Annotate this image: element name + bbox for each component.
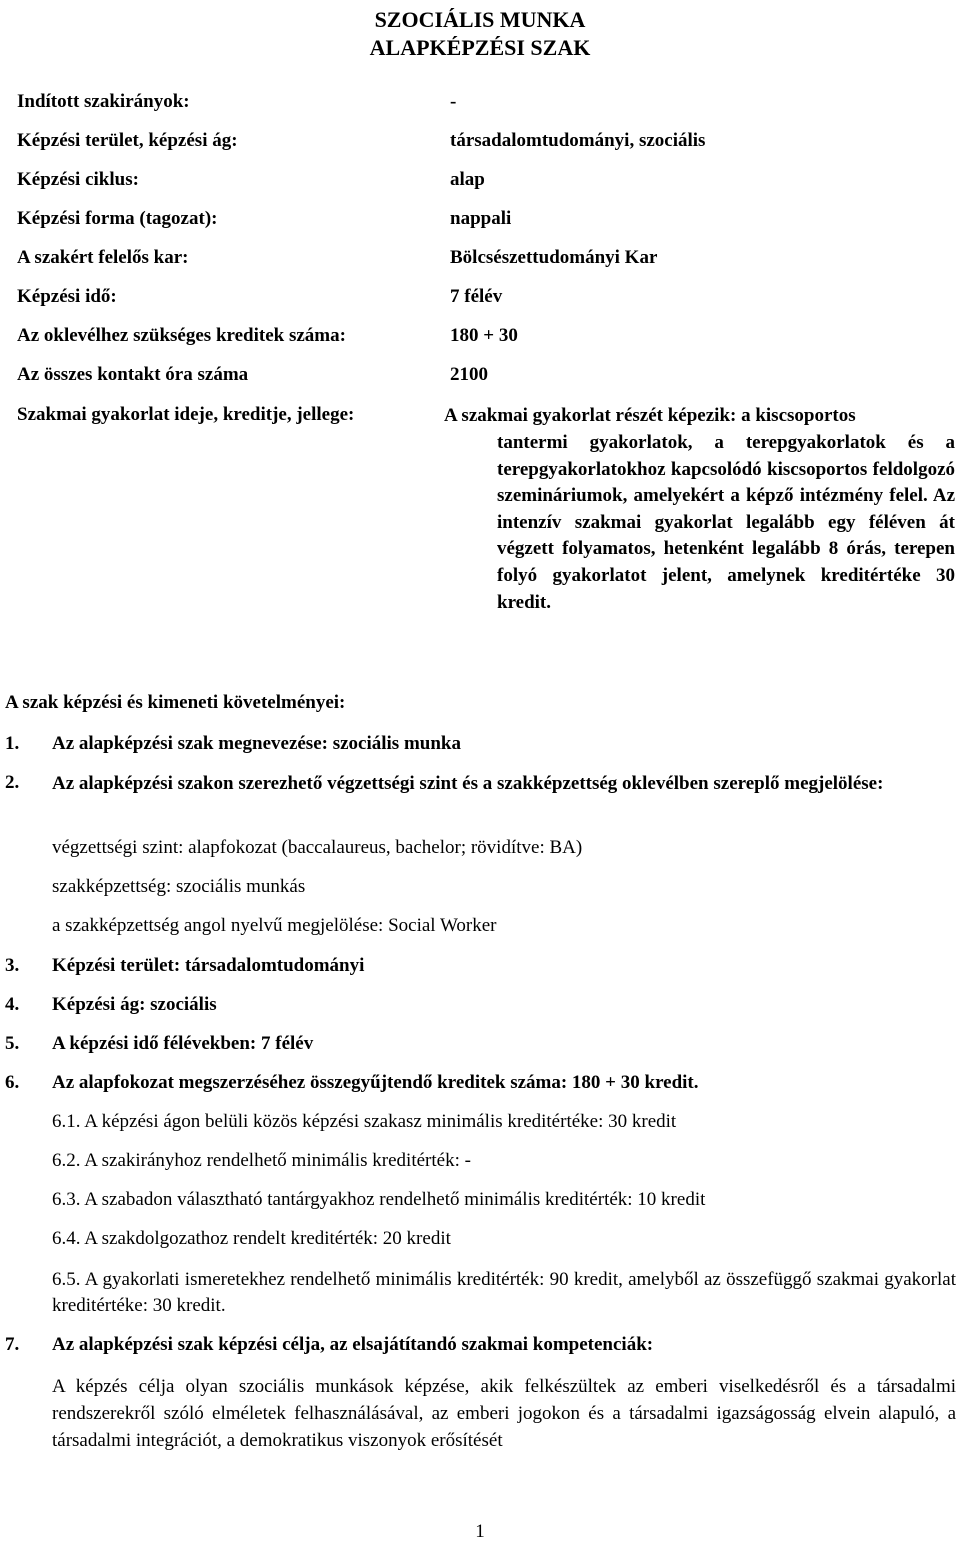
info-label-contact-hours: Az összes kontakt óra száma: [17, 364, 249, 385]
info-value-specializations: -: [450, 91, 457, 112]
info-value-duration: 7 félév: [450, 286, 503, 307]
item-6-3: 6.3. A szabadon választható tantárgyakhoz rendelhető minimális kreditérték: 10 kredit: [52, 1189, 706, 1210]
info-value-credits: 180 + 30: [450, 325, 518, 346]
document-title-line-2: ALAPKÉPZÉSI SZAK: [369, 35, 591, 60]
info-value-cycle: alap: [450, 169, 485, 190]
practice-rest: tantermi gyakorlatok, a terepgyakorlatok és a terepgyakorlatokhoz kapcsolódó kiscsoportos feldolgozó szemináriumok, amelyekért a képző intézmény felel. Az intenzív szakmai gyakorlat legalább egy féléven át végzett folyamatos, hetenként legalább 8 órás, terepen folyó gyakorlatot jelent, amelynek kreditértéke 30 kredit.: [497, 432, 955, 613]
info-label-practice: Szakmai gyakorlat ideje, kreditje, jellege:: [17, 404, 355, 425]
item-6-number: 6.: [5, 1072, 20, 1093]
item-6-5: 6.5. A gyakorlati ismeretekhez rendelhető minimális kreditérték: 90 kredit, amelyből az összefüggő szakmai gyakorlat kreditértéke: 30 kredit.: [52, 1269, 956, 1316]
item-7-paragraph: A képzés célja olyan szociális munkások képzése, akik felkészültek az emberi viselkedésről és a társadalmi rendszerekről szóló elméletek felhasználásával, az emberi jogokon és a társadalmi igazságosság elvein alapuló, a társadalmi integrációt, a demokratikus viszonyok erősítését: [52, 1376, 956, 1451]
item-2-number: 2.: [5, 772, 20, 793]
info-value-form: nappali: [450, 208, 512, 229]
requirements-heading: A szak képzési és kimeneti követelményei:: [5, 692, 346, 713]
item-6-text: Az alapfokozat megszerzéséhez összegyűjtendő kreditek száma: 180 + 30 kredit.: [52, 1072, 699, 1093]
item-2-text: Az alapképzési szakon szerezhető végzettségi szint és a szakképzettség oklevélben szereplő megjelölése:: [52, 773, 884, 794]
info-label-cycle: Képzési ciklus:: [17, 169, 139, 190]
info-label-credits: Az oklevélhez szükséges kreditek száma:: [17, 325, 346, 346]
item-7-number: 7.: [5, 1334, 20, 1355]
item-6-2: 6.2. A szakirányhoz rendelhető minimális kreditérték: -: [52, 1150, 471, 1171]
item-7-text: Az alapképzési szak képzési célja, az elsajátítandó szakmai kompetenciák:: [52, 1334, 654, 1355]
info-label-duration: Képzési idő:: [17, 286, 117, 307]
practice-first-line: A szakmai gyakorlat részét képezik: a kiscsoportos: [444, 405, 856, 427]
info-label-faculty: A szakért felelős kar:: [17, 247, 189, 268]
degree-level: végzettségi szint: alapfokozat (baccalaureus, bachelor; rövidítve: BA): [52, 837, 583, 858]
item-6-4: 6.4. A szakdolgozathoz rendelt kreditérték: 20 kredit: [52, 1228, 451, 1249]
item-3-number: 3.: [5, 955, 20, 976]
qualification-english: a szakképzettség angol nyelvű megjelölése: Social Worker: [52, 915, 497, 936]
info-label-form: Képzési forma (tagozat):: [17, 208, 218, 229]
item-4-number: 4.: [5, 994, 20, 1015]
item-4-text: Képzési ág: szociális: [52, 994, 217, 1015]
info-label-specializations: Indított szakirányok:: [17, 91, 190, 112]
item-5-number: 5.: [5, 1033, 20, 1054]
item-1-text: Az alapképzési szak megnevezése: szociális munka: [52, 733, 461, 754]
info-value-field: társadalomtudományi, szociális: [450, 130, 706, 151]
qualification: szakképzettség: szociális munkás: [52, 876, 306, 897]
info-label-field: Képzési terület, képzési ág:: [17, 130, 238, 151]
item-1-number: 1.: [5, 733, 20, 754]
item-6-1: 6.1. A képzési ágon belüli közös képzési szakasz minimális kreditértéke: 30 kredit: [52, 1111, 677, 1132]
practice-description: [444, 405, 955, 616]
item-3-text: Képzési terület: társadalomtudományi: [52, 955, 365, 976]
item-5-text: A képzési idő félévekben: 7 félév: [52, 1033, 314, 1054]
page-number: 1: [475, 1521, 485, 1542]
info-value-faculty: Bölcsészettudományi Kar: [450, 247, 658, 268]
document-title-line-1: SZOCIÁLIS MUNKA: [374, 7, 586, 32]
info-value-contact-hours: 2100: [450, 364, 488, 385]
